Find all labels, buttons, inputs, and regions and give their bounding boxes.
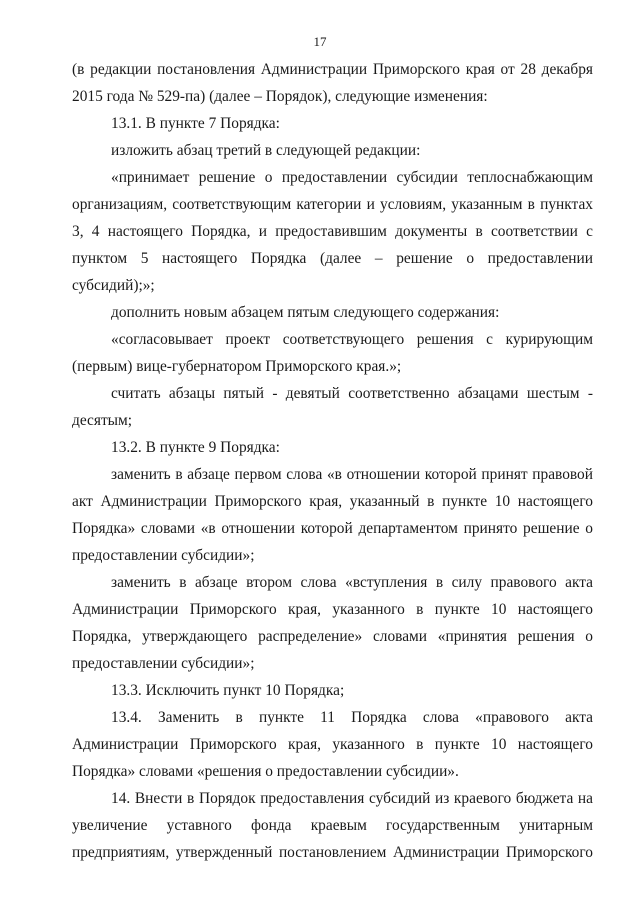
paragraph: «согласовывает проект соответствующего решения с курирующим (первым) вице-губернатором Приморского края.»;: [72, 331, 593, 375]
paragraph: изложить абзац третий в следующей редакции:: [111, 142, 421, 159]
document-body: [72, 56, 593, 866]
paragraph: заменить в абзаце втором слова «вступления в силу правового акта Администрации Приморского края, указанного в пункте 10 настоящего Порядка, утверждающего распределение» словами «принятия решения о предоставлении субсидии»;: [72, 574, 593, 672]
paragraph: считать абзацы пятый - девятый соответственно абзацами шестым - десятым;: [72, 385, 593, 429]
paragraph: (в редакции постановления Администрации Приморского края от 28 декабря 2015 года № 529-па) (далее – Порядок), следующие изменения:: [72, 61, 593, 105]
paragraph: 13.2. В пункте 9 Порядка:: [111, 439, 280, 456]
paragraph: «принимает решение о предоставлении субсидии теплоснабжающим организациям, соответствующим категории и условиям, указанным в пунктах 3, 4 настоящего Порядка, и предоставившим документы в соответствии с пунктом 5 настоящего Порядка (далее – решение о предоставлении субсидий);»;: [72, 169, 593, 294]
paragraph: заменить в абзаце первом слова «в отношении которой принят правовой акт Администрации Приморского края, указанный в пункте 10 настоящего Порядка» словами «в отношении которой департаментом принято решение о предоставлении субсидии»;: [72, 466, 593, 564]
paragraph: 13.4. Заменить в пункте 11 Порядка слова «правового акта Администрации Приморского края, указанного в пункте 10 настоящего Порядка» словами «решения о предоставлении субсидии».: [72, 709, 593, 780]
paragraph: дополнить новым абзацем пятым следующего содержания:: [111, 304, 500, 321]
paragraph: 14. Внести в Порядок предоставления субсидий из краевого бюджета на увеличение уставного фонда краевым государственным унитарным предприятиям, утвержденный постановлением Администрации Приморского: [72, 790, 593, 861]
paragraph: 13.1. В пункте 7 Порядка:: [111, 115, 280, 132]
page-number: 17: [313, 34, 327, 49]
paragraph: 13.3. Исключить пункт 10 Порядка;: [111, 682, 345, 699]
